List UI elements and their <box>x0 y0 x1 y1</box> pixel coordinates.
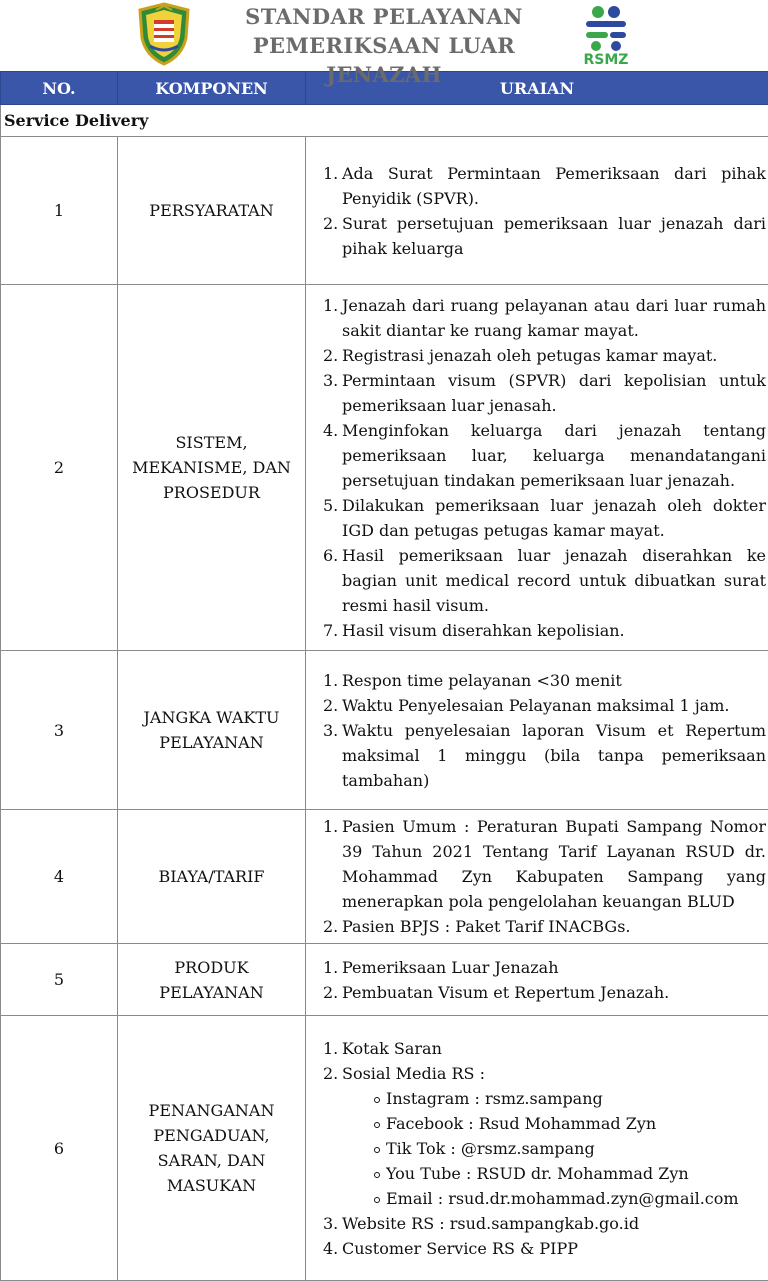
list-item: 4. Customer Service RS & PIPP <box>323 1236 766 1261</box>
social-media-item: You Tube : RSUD dr. Mohammad Zyn <box>374 1161 766 1186</box>
table-row <box>1 651 768 810</box>
column-header-uraian: URAIAN <box>306 72 768 105</box>
row-number: 4 <box>1 810 118 944</box>
row-number: 1 <box>1 137 118 285</box>
row-number: 6 <box>1 1016 118 1281</box>
list-item: 1. Pemeriksaan Luar Jenazah <box>323 955 766 980</box>
rsmz-logo-text: RSMZ <box>584 52 629 66</box>
row-component: JANGKA WAKTU PELAYANAN <box>118 651 306 810</box>
list-item: 1. Respon time pelayanan <30 menit <box>323 668 766 693</box>
social-media-item: Facebook : Rsud Mohammad Zyn <box>374 1111 766 1136</box>
row-component: PERSYARATAN <box>118 137 306 285</box>
row-number: 5 <box>1 944 118 1016</box>
row-component: PENANGANAN PENGADUAN, SARAN, DAN MASUKAN <box>118 1016 306 1281</box>
row-description <box>306 137 768 285</box>
list-item: 6. Hasil pemeriksaan luar jenazah diserahkan ke bagian unit medical record untuk dibuatkan surat resmi hasil visum. <box>323 543 766 618</box>
list-item: 2. Sosial Media RS : Instagram : rsmz.sampang Facebook : Rsud Mohammad Zyn Tik Tok : @rsmz.sampang You Tube : RSUD dr. Mohammad Zyn Email : rsud.dr.mohammad.zyn@gmail.com <box>323 1061 766 1211</box>
row-number: 2 <box>1 285 118 651</box>
list-item: 3. Website RS : rsud.sampangkab.go.id <box>323 1211 766 1236</box>
row-description <box>306 651 768 810</box>
list-item: 3. Permintaan visum (SPVR) dari kepolisian untuk pemeriksaan luar jenasah. <box>323 368 766 418</box>
list-item: 2. Waktu Penyelesaian Pelayanan maksimal 1 jam. <box>323 693 766 718</box>
row-description <box>306 1016 768 1281</box>
social-media-item: Email : rsud.dr.mohammad.zyn@gmail.com <box>374 1186 766 1211</box>
list-item: 1. Ada Surat Permintaan Pemeriksaan dari pihak Penyidik (SPVR). <box>323 161 766 211</box>
social-media-item: Tik Tok : @rsmz.sampang <box>374 1136 766 1161</box>
row-component: SISTEM, MEKANISME, DAN PROSEDUR <box>118 285 306 651</box>
list-item: 2. Surat persetujuan pemeriksaan luar jenazah dari pihak keluarga <box>323 211 766 261</box>
row-description <box>306 944 768 1016</box>
column-header-komponen: KOMPONEN <box>118 72 306 105</box>
service-standard-table <box>0 71 768 1281</box>
row-number: 3 <box>1 651 118 810</box>
list-item: 2. Pembuatan Visum et Repertum Jenazah. <box>323 980 766 1005</box>
list-item: 5. Dilakukan pemeriksaan luar jenazah oleh dokter IGD dan petugas petugas kamar mayat. <box>323 493 766 543</box>
list-item: 1. Kotak Saran <box>323 1036 766 1061</box>
column-header-no: NO. <box>1 72 118 105</box>
list-item: 7. Hasil visum diserahkan kepolisian. <box>323 618 766 643</box>
sampang-regency-emblem-icon <box>136 2 192 66</box>
social-media-item: Instagram : rsmz.sampang <box>374 1086 766 1111</box>
table-row <box>1 1016 768 1281</box>
page-title <box>198 2 570 89</box>
table-row <box>1 944 768 1016</box>
document-header <box>0 0 768 71</box>
list-item: 1. Jenazah dari ruang pelayanan atau dari luar rumah sakit diantar ke ruang kamar mayat. <box>323 293 766 343</box>
title-line-1: STANDAR PELAYANAN <box>198 2 570 31</box>
section-row <box>1 105 768 137</box>
row-component: BIAYA/TARIF <box>118 810 306 944</box>
list-item: 2. Registrasi jenazah oleh petugas kamar mayat. <box>323 343 766 368</box>
list-item: 2. Pasien BPJS : Paket Tarif INACBGs. <box>323 914 766 939</box>
table-row <box>1 285 768 651</box>
list-item: 3. Waktu penyelesaian laporan Visum et Repertum maksimal 1 minggu (bila tanpa pemeriksaan tambahan) <box>323 718 766 793</box>
table-row <box>1 137 768 285</box>
row-description <box>306 810 768 944</box>
rsmz-logo-icon <box>580 4 632 66</box>
title-line-2: PEMERIKSAAN LUAR JENAZAH <box>198 31 570 89</box>
section-title: Service Delivery <box>1 105 768 137</box>
row-component: PRODUK PELAYANAN <box>118 944 306 1016</box>
social-media-list <box>342 1086 766 1211</box>
list-item: 4. Menginfokan keluarga dari jenazah tentang pemeriksaan luar, keluarga menandatangani persetujuan tindakan pemeriksaan luar jenazah. <box>323 418 766 493</box>
table-row <box>1 810 768 944</box>
list-item: 1. Pasien Umum : Peraturan Bupati Sampang Nomor 39 Tahun 2021 Tentang Tarif Layanan RSUD dr. Mohammad Zyn Kabupaten Sampang yang menerapkan pola pengelolahan keuangan BLUD <box>323 814 766 914</box>
row-description <box>306 285 768 651</box>
